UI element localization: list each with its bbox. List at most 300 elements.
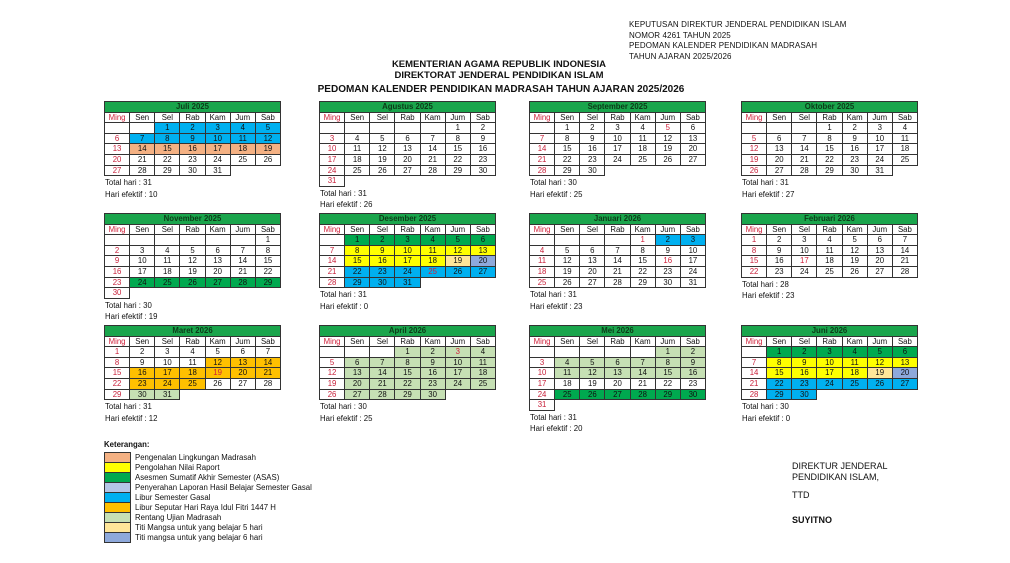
day-cell: 21 <box>230 266 255 277</box>
day-cell: 11 <box>180 357 205 368</box>
legend-item <box>105 513 313 523</box>
day-cell: 21 <box>255 368 280 379</box>
day-cell: 30 <box>580 165 605 176</box>
day-cell: 30 <box>105 288 130 299</box>
day-cell: 25 <box>817 266 842 277</box>
day-cell: 15 <box>345 256 370 267</box>
legend-swatch <box>105 453 131 463</box>
month-calendar <box>529 101 721 200</box>
month-name: Mei 2026 <box>530 326 706 337</box>
empty-cell <box>580 347 605 358</box>
month-calendar <box>104 213 296 323</box>
day-cell: 7 <box>630 357 655 368</box>
weekday-header: Ming <box>320 224 345 235</box>
day-cell: 3 <box>792 235 817 246</box>
day-cell: 11 <box>345 144 370 155</box>
day-cell: 12 <box>742 144 767 155</box>
day-cell: 7 <box>530 133 555 144</box>
day-cell: 25 <box>470 378 495 389</box>
effective-days: Hari efektif : 26 <box>320 200 373 210</box>
day-cell: 27 <box>680 154 705 165</box>
decree-line-1: KEPUTUSAN DIREKTUR JENDERAL PENDIDIKAN ISLAM <box>629 20 847 29</box>
effective-days: Hari efektif : 23 <box>530 301 583 311</box>
legend-swatch <box>105 533 131 543</box>
signature-block <box>792 461 888 525</box>
legend-item <box>105 523 313 533</box>
day-cell: 4 <box>842 347 867 358</box>
empty-cell <box>580 235 605 246</box>
day-cell: 4 <box>530 245 555 256</box>
weekday-header: Rab <box>605 224 630 235</box>
day-cell: 27 <box>395 165 420 176</box>
day-cell: 18 <box>345 154 370 165</box>
day-cell: 11 <box>420 245 445 256</box>
day-cell: 20 <box>867 256 892 267</box>
empty-cell <box>892 389 917 400</box>
empty-cell <box>555 347 580 358</box>
day-cell: 14 <box>320 256 345 267</box>
day-cell: 27 <box>867 266 892 277</box>
empty-cell <box>345 123 370 134</box>
day-cell: 17 <box>155 368 180 379</box>
legend <box>104 440 313 543</box>
day-cell: 14 <box>130 144 155 155</box>
day-cell: 9 <box>842 133 867 144</box>
month-table <box>319 325 496 400</box>
day-cell: 15 <box>742 256 767 267</box>
day-cell: 2 <box>470 123 495 134</box>
day-cell: 14 <box>420 144 445 155</box>
calendar-title: PEDOMAN KALENDER PENDIDIKAN MADRASAH TAHUN AJARAN 2025/2026 <box>317 84 685 95</box>
empty-cell <box>655 165 680 176</box>
weekday-header: Kam <box>842 336 867 347</box>
weekday-header: Sab <box>892 224 917 235</box>
day-cell: 26 <box>370 165 395 176</box>
day-cell: 9 <box>105 256 130 267</box>
day-cell: 4 <box>155 245 180 256</box>
day-cell: 17 <box>817 368 842 379</box>
day-cell: 2 <box>130 347 155 358</box>
empty-cell <box>180 389 205 400</box>
weekday-header: Jum <box>867 224 892 235</box>
day-cell: 28 <box>230 277 255 288</box>
day-cell: 2 <box>180 123 205 134</box>
legend-swatch <box>105 513 131 523</box>
day-cell: 12 <box>555 256 580 267</box>
empty-cell <box>130 123 155 134</box>
empty-cell <box>605 165 630 176</box>
day-cell: 2 <box>580 123 605 134</box>
day-cell: 18 <box>420 256 445 267</box>
weekday-header: Kam <box>842 112 867 123</box>
day-cell: 6 <box>230 347 255 358</box>
empty-cell <box>655 400 680 411</box>
day-cell: 13 <box>580 256 605 267</box>
effective-days: Hari efektif : 25 <box>320 413 373 423</box>
month-calendar <box>529 213 721 312</box>
day-cell: 1 <box>445 123 470 134</box>
day-cell: 22 <box>345 266 370 277</box>
decree-line-4: TAHUN AJARAN 2025/2026 <box>629 51 732 61</box>
day-cell: 30 <box>680 389 705 400</box>
month-table <box>104 325 281 400</box>
day-cell: 30 <box>370 277 395 288</box>
legend-label: Titi Mangsa untuk yang belajar 5 hari <box>135 523 263 532</box>
day-cell: 12 <box>867 357 892 368</box>
legend-swatch <box>105 473 131 483</box>
day-cell: 31 <box>395 277 420 288</box>
day-cell: 15 <box>395 368 420 379</box>
day-cell: 10 <box>792 245 817 256</box>
weekday-header: Sab <box>892 336 917 347</box>
day-cell: 29 <box>345 277 370 288</box>
day-cell: 1 <box>742 235 767 246</box>
day-cell: 11 <box>817 245 842 256</box>
day-cell: 20 <box>230 368 255 379</box>
day-cell: 26 <box>655 154 680 165</box>
day-cell: 30 <box>420 389 445 400</box>
day-cell: 19 <box>255 144 280 155</box>
weekday-header: Jum <box>230 112 255 123</box>
effective-days: Hari efektif : 25 <box>530 189 583 199</box>
day-cell: 9 <box>420 357 445 368</box>
month-calendar <box>319 213 511 312</box>
day-cell: 9 <box>180 133 205 144</box>
day-cell: 18 <box>630 144 655 155</box>
month-totals <box>319 188 511 211</box>
legend-item <box>105 503 313 513</box>
weekday-header: Sab <box>255 112 280 123</box>
day-cell: 2 <box>767 235 792 246</box>
month-table <box>529 101 706 176</box>
day-cell: 23 <box>842 154 867 165</box>
day-cell: 26 <box>842 266 867 277</box>
legend-item <box>105 533 313 543</box>
day-cell: 20 <box>105 154 130 165</box>
day-cell: 9 <box>370 245 395 256</box>
weekday-header: Rab <box>180 224 205 235</box>
day-cell: 26 <box>742 165 767 176</box>
day-cell: 26 <box>580 389 605 400</box>
day-cell: 12 <box>842 245 867 256</box>
total-days: Total hari : 28 <box>742 279 789 289</box>
weekday-header: Kam <box>842 224 867 235</box>
empty-cell <box>792 123 817 134</box>
day-cell: 9 <box>792 357 817 368</box>
day-cell: 7 <box>605 245 630 256</box>
day-cell: 19 <box>742 154 767 165</box>
empty-cell <box>420 176 445 187</box>
day-cell: 28 <box>742 389 767 400</box>
day-cell: 11 <box>630 133 655 144</box>
directorate-title: DIREKTORAT JENDERAL PENDIDIKAN ISLAM <box>394 70 604 81</box>
day-cell: 23 <box>792 378 817 389</box>
day-cell: 16 <box>470 144 495 155</box>
day-cell: 10 <box>130 256 155 267</box>
empty-cell <box>470 389 495 400</box>
empty-cell <box>605 235 630 246</box>
day-cell: 4 <box>892 123 917 134</box>
day-cell: 10 <box>867 133 892 144</box>
effective-days: Hari efektif : 19 <box>105 312 158 322</box>
empty-cell <box>255 288 280 299</box>
day-cell: 20 <box>205 266 230 277</box>
total-days: Total hari : 31 <box>742 178 789 188</box>
day-cell: 25 <box>155 277 180 288</box>
day-cell: 28 <box>255 378 280 389</box>
month-table <box>104 101 281 176</box>
month-table <box>529 325 706 411</box>
empty-cell <box>230 165 255 176</box>
day-cell: 6 <box>105 133 130 144</box>
day-cell: 29 <box>630 277 655 288</box>
day-cell: 27 <box>105 165 130 176</box>
day-cell: 15 <box>817 144 842 155</box>
day-cell: 19 <box>180 266 205 277</box>
day-cell: 30 <box>792 389 817 400</box>
day-cell: 27 <box>205 277 230 288</box>
weekday-header: Sen <box>345 112 370 123</box>
day-cell: 24 <box>530 389 555 400</box>
empty-cell <box>530 123 555 134</box>
weekday-header: Sab <box>680 112 705 123</box>
day-cell: 23 <box>180 154 205 165</box>
day-cell: 2 <box>680 347 705 358</box>
weekday-header: Jum <box>230 336 255 347</box>
empty-cell <box>530 347 555 358</box>
day-cell: 29 <box>555 165 580 176</box>
total-days: Total hari : 31 <box>530 290 577 300</box>
day-cell: 5 <box>445 235 470 246</box>
day-cell: 20 <box>767 154 792 165</box>
day-cell: 8 <box>630 245 655 256</box>
day-cell: 14 <box>630 368 655 379</box>
day-cell: 20 <box>892 368 917 379</box>
day-cell: 5 <box>255 123 280 134</box>
empty-cell <box>180 235 205 246</box>
day-cell: 10 <box>530 368 555 379</box>
day-cell: 11 <box>842 357 867 368</box>
day-cell: 22 <box>255 266 280 277</box>
day-cell: 21 <box>420 154 445 165</box>
day-cell: 12 <box>255 133 280 144</box>
day-cell: 15 <box>767 368 792 379</box>
weekday-header: Sen <box>555 112 580 123</box>
day-cell: 16 <box>767 256 792 267</box>
month-table <box>529 213 706 288</box>
day-cell: 21 <box>630 378 655 389</box>
day-cell: 16 <box>105 266 130 277</box>
day-cell: 1 <box>555 123 580 134</box>
month-name: Januari 2026 <box>530 214 706 225</box>
day-cell: 3 <box>320 133 345 144</box>
day-cell: 29 <box>767 389 792 400</box>
weekday-header: Ming <box>105 224 130 235</box>
total-days: Total hari : 30 <box>742 402 789 412</box>
day-cell: 29 <box>255 277 280 288</box>
weekday-header: Sen <box>555 224 580 235</box>
month-table <box>741 213 918 278</box>
empty-cell <box>555 400 580 411</box>
day-cell: 16 <box>842 144 867 155</box>
empty-cell <box>205 288 230 299</box>
day-cell: 28 <box>892 266 917 277</box>
day-cell: 2 <box>792 347 817 358</box>
day-cell: 19 <box>842 256 867 267</box>
month-totals <box>319 289 511 312</box>
legend-swatch <box>105 503 131 513</box>
day-cell: 17 <box>680 256 705 267</box>
day-cell: 30 <box>180 165 205 176</box>
day-cell: 4 <box>345 133 370 144</box>
legend-item <box>105 483 313 493</box>
weekday-header: Rab <box>180 336 205 347</box>
total-days: Total hari : 31 <box>105 402 152 412</box>
day-cell: 26 <box>445 266 470 277</box>
month-totals <box>104 401 296 424</box>
weekday-header: Rab <box>817 336 842 347</box>
day-cell: 22 <box>555 154 580 165</box>
day-cell: 1 <box>630 235 655 246</box>
total-days: Total hari : 30 <box>320 402 367 412</box>
day-cell: 26 <box>320 389 345 400</box>
month-totals <box>741 401 933 424</box>
day-cell: 1 <box>105 347 130 358</box>
weekday-header: Rab <box>817 112 842 123</box>
day-cell: 23 <box>420 378 445 389</box>
empty-cell <box>370 123 395 134</box>
day-cell: 29 <box>395 389 420 400</box>
weekday-header: Kam <box>420 224 445 235</box>
day-cell: 21 <box>320 266 345 277</box>
day-cell: 14 <box>230 256 255 267</box>
day-cell: 24 <box>155 378 180 389</box>
legend-label: Libur Seputar Hari Raya Idul Fitri 1447 H <box>135 503 276 512</box>
day-cell: 15 <box>630 256 655 267</box>
effective-days: Hari efektif : 20 <box>530 424 583 434</box>
weekday-header: Sab <box>255 224 280 235</box>
weekday-header: Sel <box>792 112 817 123</box>
effective-days: Hari efektif : 27 <box>742 189 795 199</box>
weekday-header: Sab <box>255 336 280 347</box>
day-cell: 31 <box>867 165 892 176</box>
day-cell: 1 <box>395 347 420 358</box>
day-cell: 31 <box>530 400 555 411</box>
day-cell: 1 <box>255 235 280 246</box>
day-cell: 10 <box>155 357 180 368</box>
legend-item <box>105 473 313 483</box>
day-cell: 18 <box>555 378 580 389</box>
empty-cell <box>842 389 867 400</box>
empty-cell <box>105 235 130 246</box>
decree-reference <box>629 20 846 62</box>
day-cell: 11 <box>230 133 255 144</box>
month-table <box>319 213 496 288</box>
month-name: Desember 2025 <box>320 214 496 225</box>
day-cell: 18 <box>530 266 555 277</box>
empty-cell <box>105 123 130 134</box>
day-cell: 1 <box>155 123 180 134</box>
total-days: Total hari : 31 <box>320 188 367 198</box>
day-cell: 3 <box>395 235 420 246</box>
day-cell: 12 <box>320 368 345 379</box>
effective-days: Hari efektif : 0 <box>742 413 791 423</box>
empty-cell <box>255 165 280 176</box>
day-cell: 21 <box>530 154 555 165</box>
day-cell: 28 <box>320 277 345 288</box>
day-cell: 22 <box>767 378 792 389</box>
day-cell: 2 <box>105 245 130 256</box>
weekday-header: Kam <box>205 112 230 123</box>
weekday-header: Sab <box>470 224 495 235</box>
weekday-header: Sel <box>792 336 817 347</box>
day-cell: 17 <box>320 154 345 165</box>
day-cell: 3 <box>867 123 892 134</box>
day-cell: 5 <box>655 123 680 134</box>
day-cell: 17 <box>605 144 630 155</box>
effective-days: Hari efektif : 23 <box>742 291 795 301</box>
weekday-header: Ming <box>530 336 555 347</box>
empty-cell <box>630 165 655 176</box>
weekday-header: Ming <box>742 112 767 123</box>
total-days: Total hari : 30 <box>105 300 152 310</box>
weekday-header: Kam <box>420 336 445 347</box>
weekday-header: Sen <box>345 336 370 347</box>
month-totals <box>741 177 933 200</box>
empty-cell <box>420 277 445 288</box>
day-cell: 4 <box>470 347 495 358</box>
weekday-header: Rab <box>395 112 420 123</box>
day-cell: 16 <box>420 368 445 379</box>
day-cell: 23 <box>580 154 605 165</box>
day-cell: 25 <box>420 266 445 277</box>
day-cell: 25 <box>530 277 555 288</box>
month-calendar <box>529 325 721 435</box>
day-cell: 13 <box>395 144 420 155</box>
day-cell: 6 <box>345 357 370 368</box>
day-cell: 12 <box>180 256 205 267</box>
weekday-header: Ming <box>320 336 345 347</box>
day-cell: 18 <box>892 144 917 155</box>
weekday-header: Sel <box>580 336 605 347</box>
weekday-header: Ming <box>742 224 767 235</box>
weekday-header: Sen <box>345 224 370 235</box>
day-cell: 20 <box>470 256 495 267</box>
day-cell: 3 <box>155 347 180 358</box>
day-cell: 19 <box>580 378 605 389</box>
day-cell: 1 <box>767 347 792 358</box>
empty-cell <box>742 347 767 358</box>
empty-cell <box>255 389 280 400</box>
legend-label: Rentang Ujian Madrasah <box>135 513 222 522</box>
month-totals <box>104 177 296 200</box>
day-cell: 18 <box>230 144 255 155</box>
day-cell: 11 <box>155 256 180 267</box>
empty-cell <box>470 176 495 187</box>
day-cell: 15 <box>155 144 180 155</box>
signer-name: SUYITNO <box>792 514 833 525</box>
day-cell: 15 <box>445 144 470 155</box>
day-cell: 7 <box>742 357 767 368</box>
day-cell: 19 <box>555 266 580 277</box>
day-cell: 13 <box>470 245 495 256</box>
legend-swatch <box>105 463 131 473</box>
empty-cell <box>555 235 580 246</box>
day-cell: 15 <box>655 368 680 379</box>
day-cell: 6 <box>205 245 230 256</box>
day-cell: 5 <box>370 133 395 144</box>
month-name: Oktober 2025 <box>742 102 918 113</box>
